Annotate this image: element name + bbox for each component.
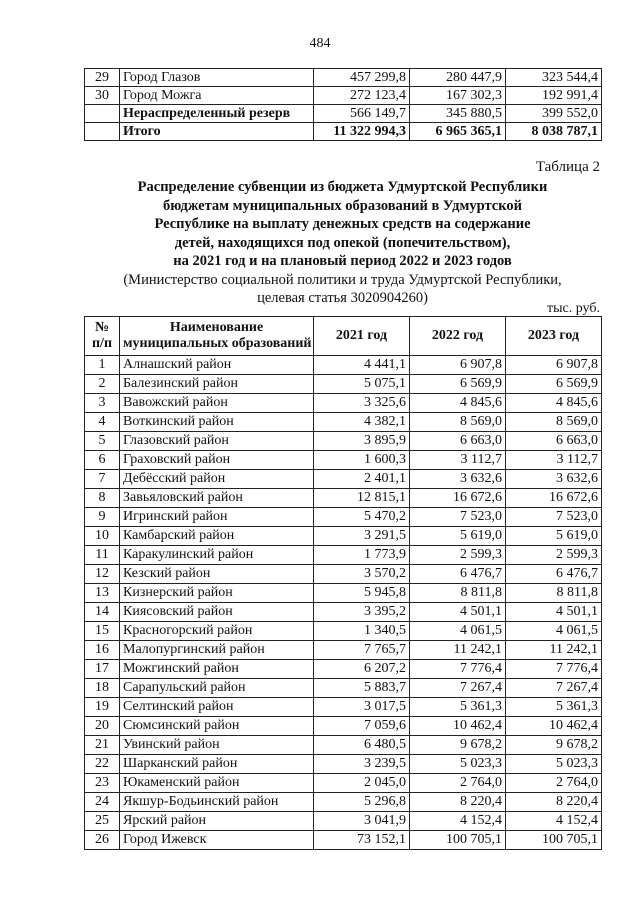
header-name-line1: Наименование — [169, 320, 264, 335]
value-2023: 2 599,3 — [506, 546, 602, 565]
value-2021: 5 945,8 — [314, 584, 410, 603]
value-2021: 6 480,5 — [314, 736, 410, 755]
row-number: 9 — [85, 508, 120, 527]
value-2021: 7 059,6 — [314, 717, 410, 736]
caption-line: на 2021 год и на плановый период 2022 и 2023 годов — [173, 253, 512, 269]
row-number: 10 — [85, 527, 120, 546]
row-name: Камбарский район — [120, 527, 314, 546]
row-name: Город Ижевск — [120, 831, 314, 850]
row-name: Алнашский район — [120, 356, 314, 375]
table-row — [85, 451, 602, 470]
row-name: Город Глазов — [120, 69, 314, 87]
row-number: 24 — [85, 793, 120, 812]
value-2022: 8 569,0 — [410, 413, 506, 432]
table-row — [85, 105, 602, 123]
row-number — [85, 105, 120, 123]
table-row — [85, 679, 602, 698]
value-2022: 2 599,3 — [410, 546, 506, 565]
value-2022: 4 061,5 — [410, 622, 506, 641]
value-2021: 3 325,6 — [314, 394, 410, 413]
table-row — [85, 622, 602, 641]
value-2022: 280 447,9 — [410, 69, 506, 87]
caption-line: (Министерство социальной политики и труда Удмуртской Республики, — [123, 271, 562, 288]
value-2022: 6 663,0 — [410, 432, 506, 451]
value-2021: 5 883,7 — [314, 679, 410, 698]
value-2021: 6 207,2 — [314, 660, 410, 679]
row-number: 26 — [85, 831, 120, 850]
value-2022: 5 619,0 — [410, 527, 506, 546]
value-2022: 9 678,2 — [410, 736, 506, 755]
value-2023: 4 501,1 — [506, 603, 602, 622]
value-2023: 16 672,6 — [506, 489, 602, 508]
value-2022: 3 632,6 — [410, 470, 506, 489]
caption-line: целевая статья 3020904260) — [257, 290, 428, 306]
value-2022: 7 776,4 — [410, 660, 506, 679]
value-2022: 4 152,4 — [410, 812, 506, 831]
value-2021: 566 149,7 — [314, 105, 410, 123]
value-2023: 5 619,0 — [506, 527, 602, 546]
value-2023: 399 552,0 — [506, 105, 602, 123]
table-row — [85, 394, 602, 413]
row-name: Сюмсинский район — [120, 717, 314, 736]
row-number: 18 — [85, 679, 120, 698]
value-2022: 5 023,3 — [410, 755, 506, 774]
value-2021: 11 322 994,3 — [314, 123, 410, 141]
row-name: Дебёсский район — [120, 470, 314, 489]
table-row — [85, 508, 602, 527]
table-row — [85, 793, 602, 812]
value-2022: 167 302,3 — [410, 87, 506, 105]
table-row — [85, 356, 602, 375]
value-2023: 5 361,3 — [506, 698, 602, 717]
value-2022: 3 112,7 — [410, 451, 506, 470]
caption-line: Распределение субвенции из бюджета Удмуртской Республики — [137, 179, 548, 195]
row-name: Каракулинский район — [120, 546, 314, 565]
row-name: Красногорский район — [120, 622, 314, 641]
row-number: 1 — [85, 356, 120, 375]
value-2023: 6 476,7 — [506, 565, 602, 584]
value-2022: 2 764,0 — [410, 774, 506, 793]
value-2023: 7 267,4 — [506, 679, 602, 698]
row-number: 8 — [85, 489, 120, 508]
value-2021: 457 299,8 — [314, 69, 410, 87]
row-number — [85, 123, 120, 141]
header-row — [85, 317, 602, 356]
table-row — [85, 736, 602, 755]
value-2022: 4 501,1 — [410, 603, 506, 622]
row-number: 6 — [85, 451, 120, 470]
row-name: Граховский район — [120, 451, 314, 470]
row-number: 13 — [85, 584, 120, 603]
table-label: Таблица 2 — [535, 159, 600, 175]
value-2022: 7 523,0 — [410, 508, 506, 527]
row-name: Малопургинский район — [120, 641, 314, 660]
value-2021: 3 395,2 — [314, 603, 410, 622]
table-row — [85, 660, 602, 679]
value-2022: 5 361,3 — [410, 698, 506, 717]
row-name: Итого — [120, 123, 314, 141]
row-number: 23 — [85, 774, 120, 793]
value-2023: 4 152,4 — [506, 812, 602, 831]
table-row — [85, 698, 602, 717]
value-2023: 6 663,0 — [506, 432, 602, 451]
value-2021: 73 152,1 — [314, 831, 410, 850]
row-name: Киясовский район — [120, 603, 314, 622]
value-2021: 5 470,2 — [314, 508, 410, 527]
value-2023: 6 569,9 — [506, 375, 602, 394]
row-name: Шарканский район — [120, 755, 314, 774]
value-2023: 2 764,0 — [506, 774, 602, 793]
value-2023: 10 462,4 — [506, 717, 602, 736]
value-2022: 345 880,5 — [410, 105, 506, 123]
value-2022: 6 907,8 — [410, 356, 506, 375]
value-2023: 3 632,6 — [506, 470, 602, 489]
table-row — [85, 413, 602, 432]
header-num-line1: № — [94, 320, 110, 335]
row-number: 4 — [85, 413, 120, 432]
value-2023: 100 705,1 — [506, 831, 602, 850]
value-2021: 3 017,5 — [314, 698, 410, 717]
value-2021: 1 600,3 — [314, 451, 410, 470]
row-number: 20 — [85, 717, 120, 736]
row-name: Можгинский район — [120, 660, 314, 679]
value-2021: 3 239,5 — [314, 755, 410, 774]
row-name: Глазовский район — [120, 432, 314, 451]
row-number: 3 — [85, 394, 120, 413]
row-name: Якшур-Бодьинский район — [120, 793, 314, 812]
row-number: 29 — [85, 69, 120, 87]
row-name: Город Можга — [120, 87, 314, 105]
value-2021: 1 340,5 — [314, 622, 410, 641]
table-row — [85, 375, 602, 394]
value-2021: 3 895,9 — [314, 432, 410, 451]
value-2021: 3 041,9 — [314, 812, 410, 831]
value-2023: 6 907,8 — [506, 356, 602, 375]
row-name: Сарапульский район — [120, 679, 314, 698]
header-name — [120, 317, 314, 356]
table-row — [85, 603, 602, 622]
table-row — [85, 470, 602, 489]
row-number: 2 — [85, 375, 120, 394]
table-row — [85, 565, 602, 584]
units-label: тыс. руб. — [547, 301, 600, 316]
row-number: 21 — [85, 736, 120, 755]
table-row — [85, 489, 602, 508]
value-2023: 323 544,4 — [506, 69, 602, 87]
header-2023: 2023 год — [506, 317, 602, 356]
table-row — [85, 584, 602, 603]
value-2023: 7 776,4 — [506, 660, 602, 679]
value-2022: 7 267,4 — [410, 679, 506, 698]
value-2022: 6 476,7 — [410, 565, 506, 584]
value-2023: 8 569,0 — [506, 413, 602, 432]
caption-line: Республике на выплату денежных средств на содержание — [154, 216, 531, 232]
header-num-line2: п/п — [91, 336, 113, 351]
row-name: Игринский район — [120, 508, 314, 527]
row-name: Кезский район — [120, 565, 314, 584]
row-name: Балезинский район — [120, 375, 314, 394]
row-name: Ярский район — [120, 812, 314, 831]
table-row — [85, 831, 602, 850]
table-row — [85, 87, 602, 105]
table-row — [85, 546, 602, 565]
value-2023: 8 038 787,1 — [506, 123, 602, 141]
table-row — [85, 717, 602, 736]
row-number: 16 — [85, 641, 120, 660]
value-2021: 5 296,8 — [314, 793, 410, 812]
value-2023: 5 023,3 — [506, 755, 602, 774]
row-name: Увинский район — [120, 736, 314, 755]
row-name: Кизнерский район — [120, 584, 314, 603]
page-number: 484 — [309, 36, 331, 51]
value-2021: 12 815,1 — [314, 489, 410, 508]
value-2022: 8 220,4 — [410, 793, 506, 812]
value-2022: 100 705,1 — [410, 831, 506, 850]
value-2022: 16 672,6 — [410, 489, 506, 508]
row-number: 19 — [85, 698, 120, 717]
value-2023: 11 242,1 — [506, 641, 602, 660]
row-number: 12 — [85, 565, 120, 584]
row-number: 11 — [85, 546, 120, 565]
value-2021: 1 773,9 — [314, 546, 410, 565]
value-2023: 4 845,6 — [506, 394, 602, 413]
value-2021: 3 291,5 — [314, 527, 410, 546]
value-2023: 4 061,5 — [506, 622, 602, 641]
row-name: Юкаменский район — [120, 774, 314, 793]
row-number: 5 — [85, 432, 120, 451]
value-2023: 8 220,4 — [506, 793, 602, 812]
row-number: 15 — [85, 622, 120, 641]
value-2021: 272 123,4 — [314, 87, 410, 105]
table-row — [85, 641, 602, 660]
row-name: Вавожский район — [120, 394, 314, 413]
subvention-table — [84, 316, 602, 850]
value-2022: 4 845,6 — [410, 394, 506, 413]
row-number: 7 — [85, 470, 120, 489]
value-2021: 2 045,0 — [314, 774, 410, 793]
value-2021: 7 765,7 — [314, 641, 410, 660]
value-2023: 192 991,4 — [506, 87, 602, 105]
row-name: Завьяловский район — [120, 489, 314, 508]
value-2023: 7 523,0 — [506, 508, 602, 527]
caption-line: детей, находящихся под опекой (попечительством), — [174, 234, 511, 251]
table-row — [85, 123, 602, 141]
caption-line: бюджетам муниципальных образований в Удмуртской — [162, 197, 523, 214]
value-2022: 6 569,9 — [410, 375, 506, 394]
table-row — [85, 774, 602, 793]
row-name: Воткинский район — [120, 413, 314, 432]
header-num — [85, 317, 120, 356]
continued-table — [84, 68, 602, 141]
row-number: 17 — [85, 660, 120, 679]
value-2021: 2 401,1 — [314, 470, 410, 489]
value-2023: 3 112,7 — [506, 451, 602, 470]
table-row — [85, 69, 602, 87]
row-number: 30 — [85, 87, 120, 105]
value-2022: 11 242,1 — [410, 641, 506, 660]
row-number: 22 — [85, 755, 120, 774]
table-row — [85, 812, 602, 831]
header-2021: 2021 год — [314, 317, 410, 356]
table-row — [85, 755, 602, 774]
value-2021: 4 441,1 — [314, 356, 410, 375]
table-row — [85, 432, 602, 451]
value-2022: 10 462,4 — [410, 717, 506, 736]
value-2021: 3 570,2 — [314, 565, 410, 584]
value-2022: 8 811,8 — [410, 584, 506, 603]
row-name: Селтинский район — [120, 698, 314, 717]
table-row — [85, 527, 602, 546]
value-2021: 5 075,1 — [314, 375, 410, 394]
table-caption — [80, 178, 605, 308]
row-number: 25 — [85, 812, 120, 831]
header-2022: 2022 год — [410, 317, 506, 356]
value-2023: 8 811,8 — [506, 584, 602, 603]
header-name-line2: муниципальных образований — [123, 336, 312, 351]
value-2023: 9 678,2 — [506, 736, 602, 755]
row-name: Нераспределенный резерв — [120, 105, 314, 123]
value-2021: 4 382,1 — [314, 413, 410, 432]
row-number: 14 — [85, 603, 120, 622]
value-2022: 6 965 365,1 — [410, 123, 506, 141]
